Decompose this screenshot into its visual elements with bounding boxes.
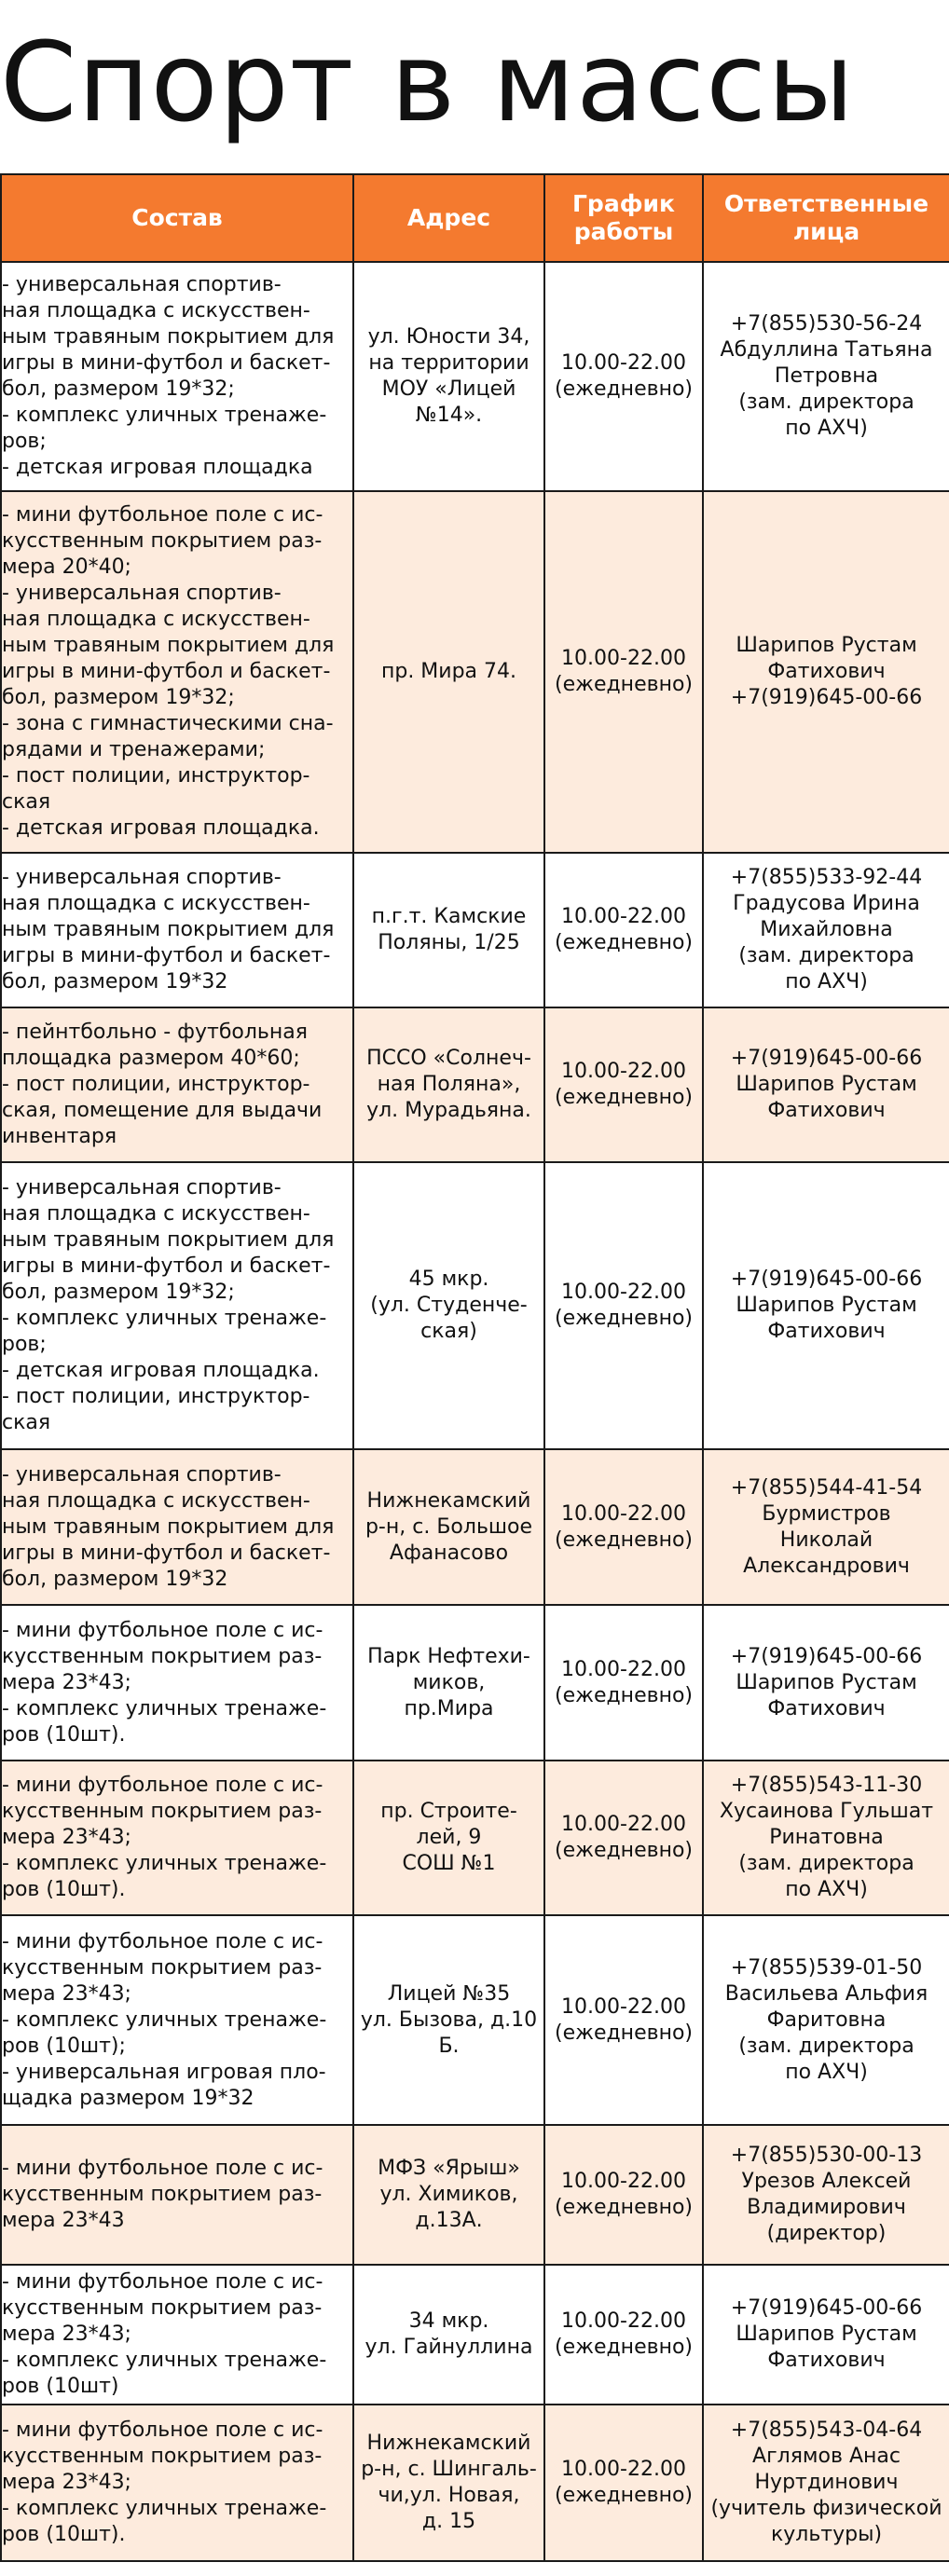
cell-address: пр. Строите- лей, 9 СОШ №1 bbox=[353, 1761, 544, 1915]
cell-composition: - пейнтбольно - футбольная площадка размером 40*60; - пост полиции, инструктор- ская, помещение для выдачи инвентаря bbox=[1, 1007, 353, 1162]
cell-responsible: +7(855)544-41-54 Бурмистров Николай Александрович bbox=[703, 1449, 949, 1605]
table-row bbox=[1, 853, 949, 1007]
cell-schedule: 10.00-22.00 (ежедневно) bbox=[544, 262, 703, 491]
cell-composition: - мини футбольное поле с ис- кусственным покрытием раз- мера 23*43; - комплекс уличных тренаже- ров (10шт). bbox=[1, 1605, 353, 1761]
cell-responsible: +7(919)645-00-66 Шарипов Рустам Фатихович bbox=[703, 1162, 949, 1449]
cell-address: пр. Мира 74. bbox=[353, 491, 544, 853]
cell-composition: - мини футбольное поле с ис- кусственным покрытием раз- мера 23*43; - комплекс уличных тренаже- ров (10шт); - универсальная игровая пло- щадка размером 19*32 bbox=[1, 1915, 353, 2125]
table-row bbox=[1, 1007, 949, 1162]
header-responsible: Ответственные лица bbox=[703, 174, 949, 262]
cell-schedule: 10.00-22.00 (ежедневно) bbox=[544, 1761, 703, 1915]
header-composition: Состав bbox=[1, 174, 353, 262]
cell-responsible: +7(855)543-11-30 Хусаинова Гульшат Ринатовна (зам. директора по АХЧ) bbox=[703, 1761, 949, 1915]
cell-schedule: 10.00-22.00 (ежедневно) bbox=[544, 2405, 703, 2561]
header-schedule: График работы bbox=[544, 174, 703, 262]
table-header-row bbox=[1, 174, 949, 262]
cell-address: Парк Нефтехи- миков, пр.Мира bbox=[353, 1605, 544, 1761]
cell-schedule: 10.00-22.00 (ежедневно) bbox=[544, 491, 703, 853]
cell-composition: - мини футбольное поле с ис- кусственным покрытием раз- мера 23*43; - комплекс уличных тренаже- ров (10шт). bbox=[1, 2405, 353, 2561]
header-address: Адрес bbox=[353, 174, 544, 262]
table-row bbox=[1, 1915, 949, 2125]
cell-address: 45 мкр. (ул. Студенче- ская) bbox=[353, 1162, 544, 1449]
cell-composition: - мини футбольное поле с ис- кусственным покрытием раз- мера 23*43 bbox=[1, 2125, 353, 2265]
cell-responsible: +7(919)645-00-66 Шарипов Рустам Фатихович bbox=[703, 1605, 949, 1761]
cell-responsible: +7(919)645-00-66 Шарипов Рустам Фатихович bbox=[703, 1007, 949, 1162]
table-row bbox=[1, 1449, 949, 1605]
cell-address: 34 мкр. ул. Гайнуллина bbox=[353, 2265, 544, 2405]
cell-address: ПССО «Солнеч- ная Поляна», ул. Мурадьяна. bbox=[353, 1007, 544, 1162]
cell-responsible: +7(855)530-56-24 Абдуллина Татьяна Петровна (зам. директора по АХЧ) bbox=[703, 262, 949, 491]
cell-schedule: 10.00-22.00 (ежедневно) bbox=[544, 1162, 703, 1449]
cell-composition: - мини футбольное поле с ис- кусственным покрытием раз- мера 23*43; - комплекс уличных тренаже- ров (10шт). bbox=[1, 1761, 353, 1915]
cell-composition: - универсальная спортив- ная площадка с искусствен- ным травяным покрытием для игры в мини-футбол и баскет- бол, размером 19*32; - комплекс уличных тренаже- ров; - детская игровая площадка. - пост полиции, инструктор- ская bbox=[1, 1162, 353, 1449]
table-row bbox=[1, 2265, 949, 2405]
cell-schedule: 10.00-22.00 (ежедневно) bbox=[544, 853, 703, 1007]
cell-composition: - мини футбольное поле с ис- кусственным покрытием раз- мера 20*40; - универсальная спортив- ная площадка с искусствен- ным травяным покрытием для игры в мини-футбол и баскет- бол, размером 19*32; - зона с гимнастическими сна- рядами и тренажерами; - пост полиции, инструктор- ская - детская игровая площадка. bbox=[1, 491, 353, 853]
cell-address: ул. Юности 34, на территории МОУ «Лицей №14». bbox=[353, 262, 544, 491]
table-row bbox=[1, 2125, 949, 2265]
cell-composition: - мини футбольное поле с ис- кусственным покрытием раз- мера 23*43; - комплекс уличных тренаже- ров (10шт) bbox=[1, 2265, 353, 2405]
cell-composition: - универсальная спортив- ная площадка с искусствен- ным травяным покрытием для игры в мини-футбол и баскет- бол, размером 19*32 bbox=[1, 853, 353, 1007]
cell-composition: - универсальная спортив- ная площадка с искусствен- ным травяным покрытием для игры в мини-футбол и баскет- бол, размером 19*32 bbox=[1, 1449, 353, 1605]
cell-address: Нижнекамский р-н, с. Большое Афанасово bbox=[353, 1449, 544, 1605]
cell-schedule: 10.00-22.00 (ежедневно) bbox=[544, 1007, 703, 1162]
cell-composition: - универсальная спортив- ная площадка с искусствен- ным травяным покрытием для игры в мини-футбол и баскет- бол, размером 19*32; - комплекс уличных тренаже- ров; - детская игровая площадка bbox=[1, 262, 353, 491]
cell-address: п.г.т. Камские Поляны, 1/25 bbox=[353, 853, 544, 1007]
cell-schedule: 10.00-22.00 (ежедневно) bbox=[544, 1915, 703, 2125]
cell-address: Лицей №35 ул. Бызова, д.10 Б. bbox=[353, 1915, 544, 2125]
cell-schedule: 10.00-22.00 (ежедневно) bbox=[544, 1605, 703, 1761]
page-title: Спорт в массы bbox=[0, 18, 856, 146]
table-row bbox=[1, 491, 949, 853]
cell-responsible: +7(855)539-01-50 Васильева Альфия Фаритовна (зам. директора по АХЧ) bbox=[703, 1915, 949, 2125]
sport-facilities-table bbox=[0, 173, 949, 2562]
table-row bbox=[1, 2405, 949, 2561]
table-row bbox=[1, 1605, 949, 1761]
cell-address: МФЗ «Ярыш» ул. Химиков, д.13А. bbox=[353, 2125, 544, 2265]
cell-schedule: 10.00-22.00 (ежедневно) bbox=[544, 2265, 703, 2405]
table-row bbox=[1, 1162, 949, 1449]
cell-responsible: Шарипов Рустам Фатихович +7(919)645-00-66 bbox=[703, 491, 949, 853]
cell-responsible: +7(855)543-04-64 Аглямов Анас Нуртдинович (учитель физической культуры) bbox=[703, 2405, 949, 2561]
cell-address: Нижнекамский р-н, с. Шингаль- чи,ул. Новая, д. 15 bbox=[353, 2405, 544, 2561]
cell-responsible: +7(855)533-92-44 Градусова Ирина Михайловна (зам. директора по АХЧ) bbox=[703, 853, 949, 1007]
table-row bbox=[1, 262, 949, 491]
cell-schedule: 10.00-22.00 (ежедневно) bbox=[544, 1449, 703, 1605]
table-row bbox=[1, 1761, 949, 1915]
cell-responsible: +7(855)530-00-13 Урезов Алексей Владимирович (директор) bbox=[703, 2125, 949, 2265]
cell-responsible: +7(919)645-00-66 Шарипов Рустам Фатихович bbox=[703, 2265, 949, 2405]
cell-schedule: 10.00-22.00 (ежедневно) bbox=[544, 2125, 703, 2265]
